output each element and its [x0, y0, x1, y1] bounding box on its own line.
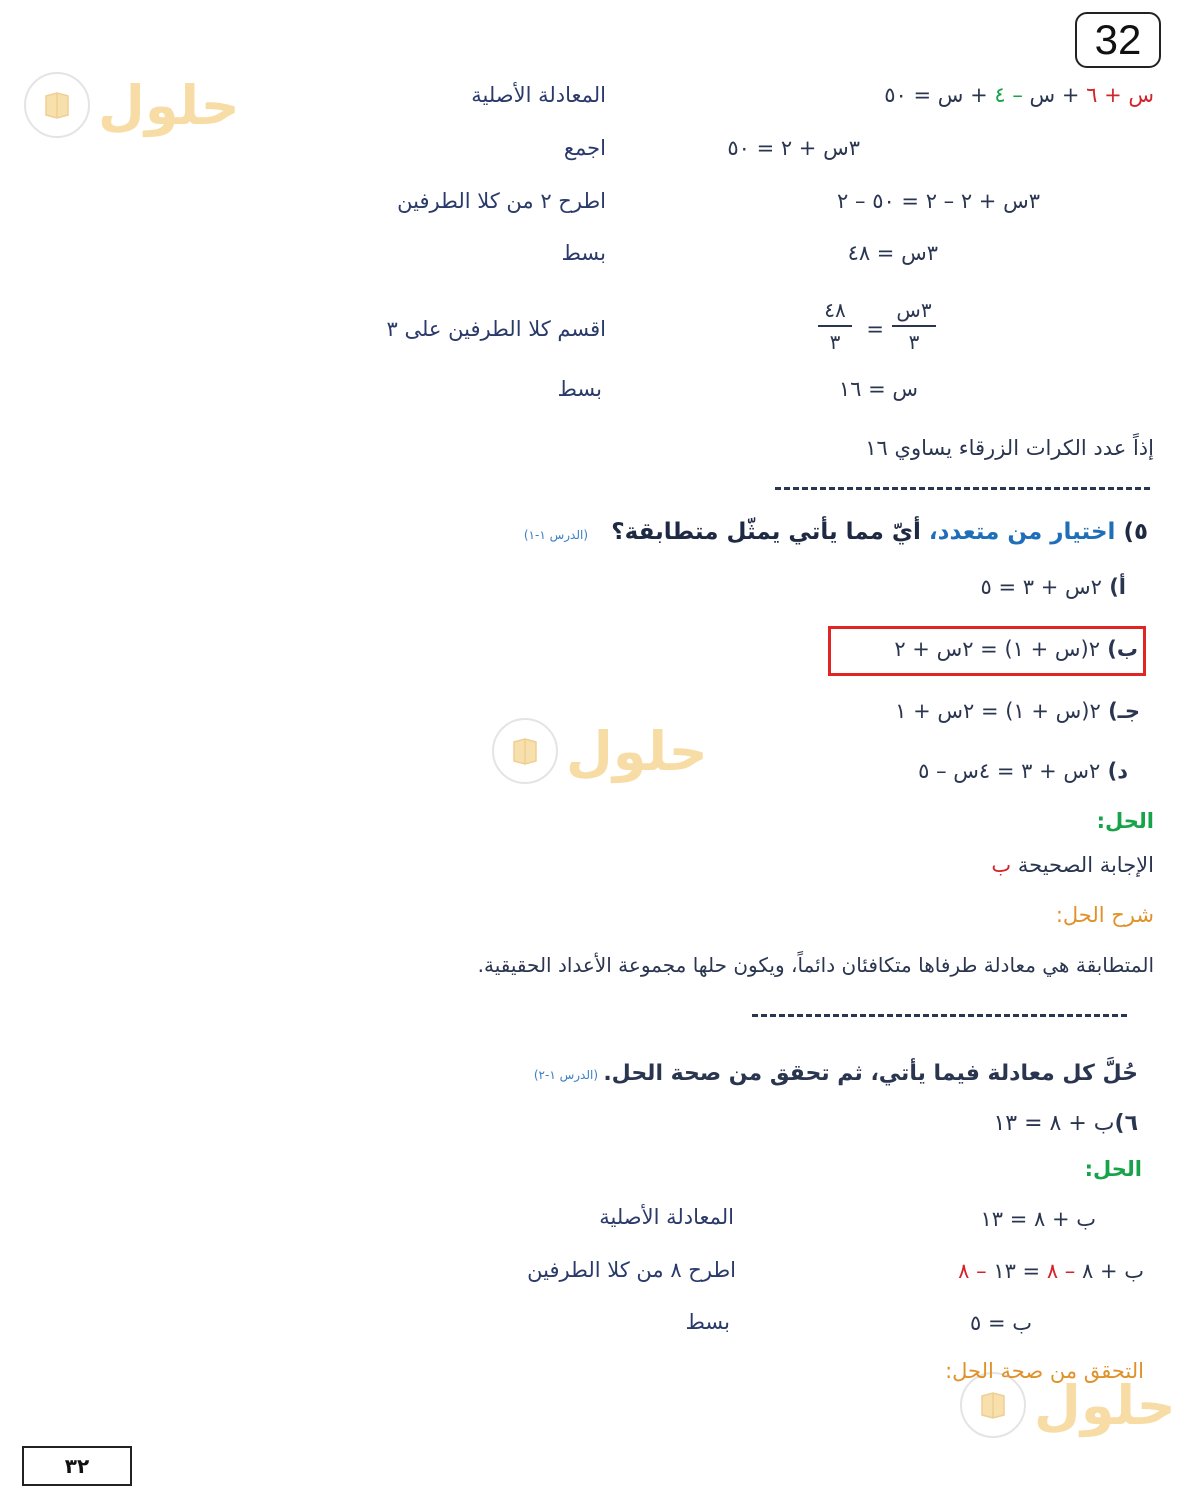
fraction-left: ٣س ٣: [892, 298, 936, 354]
q6-instruction: حُلَّ كل معادلة فيما يأتي، ثم تحقق من صحة الحل.: [603, 1061, 1138, 1086]
q6-note-3: بسط: [685, 1310, 730, 1334]
equation-step-3: ٣س + ٢ – ٢ = ٥٠ – ٢: [837, 189, 1040, 213]
q6-step-3: ب = ٥: [970, 1311, 1032, 1335]
page-number-bottom: ٣٢: [22, 1446, 132, 1486]
equation-note-3: اطرح ٢ من كلا الطرفين: [397, 189, 606, 213]
divider: [752, 1014, 1127, 1017]
q5-option-d: د) ٢س + ٣ = ٤س – ٥: [918, 759, 1128, 783]
equation-step-6: س = ١٦: [838, 377, 918, 401]
watermark-logo: حلول: [492, 718, 708, 784]
q5-header: ٥) اختيار من متعدد، أيّ مما يأتي يمثّل متطابقة؟: [611, 519, 1148, 545]
fraction-equals: =: [866, 317, 884, 341]
q5-answer: الإجابة الصحيحة ب: [991, 853, 1154, 877]
divider: [775, 487, 1150, 490]
equation-step-4: ٣س = ٤٨: [847, 241, 938, 265]
equation-note-6: بسط: [557, 377, 602, 401]
q6-lesson-ref: (الدرس ١-٢): [533, 1068, 598, 1082]
q5-option-b: ب) ٢(س + ١) = ٢س + ٢: [894, 637, 1138, 661]
watermark-logo: حلول: [24, 72, 240, 138]
q6-step-2: ب + ٨ – ٨ = ١٣ – ٨: [958, 1259, 1144, 1283]
q6-note-2: اطرح ٨ من كلا الطرفين: [527, 1258, 736, 1282]
q6-solution-label: الحل:: [1084, 1157, 1142, 1181]
q6-problem: ٦)ب + ٨ = ١٣: [993, 1111, 1138, 1136]
book-icon: [492, 718, 558, 784]
q5-explanation: المتطابقة هي معادلة طرفاها متكافئان دائماً، ويكون حلها مجموعة الأعداد الحقيقية.: [477, 953, 1154, 977]
q6-note-1: المعادلة الأصلية: [599, 1205, 734, 1229]
equation-step-1: س + ٦ + س – ٤ + س = ٥٠: [884, 83, 1154, 107]
q5-solution-label: الحل:: [1096, 809, 1154, 833]
equation-note-4: بسط: [561, 241, 606, 265]
book-icon: [24, 72, 90, 138]
page-number-top: 32: [1075, 12, 1161, 68]
q5-explanation-label: شرح الحل:: [1055, 903, 1154, 927]
q6-step-1: ب + ٨ = ١٣: [980, 1207, 1096, 1231]
equation-step-2: ٣س + ٢ = ٥٠: [727, 136, 860, 160]
equation-note-5: اقسم كلا الطرفين على ٣: [386, 317, 606, 341]
q5-option-a: أ) ٢س + ٣ = ٥: [980, 575, 1126, 599]
q5-option-c: جـ) ٢(س + ١) = ٢س + ١: [895, 699, 1140, 723]
q6-check-label: التحقق من صحة الحل:: [945, 1359, 1144, 1383]
equation-note-1: المعادلة الأصلية: [471, 83, 606, 107]
fraction-right: ٤٨ ٣: [818, 298, 852, 354]
watermark-logo: حلول: [960, 1372, 1176, 1438]
part1-conclusion: إذاً عدد الكرات الزرقاء يساوي ١٦: [865, 436, 1154, 460]
q5-lesson-ref: (الدرس ١-١): [523, 528, 588, 542]
equation-note-2: اجمع: [563, 136, 606, 160]
